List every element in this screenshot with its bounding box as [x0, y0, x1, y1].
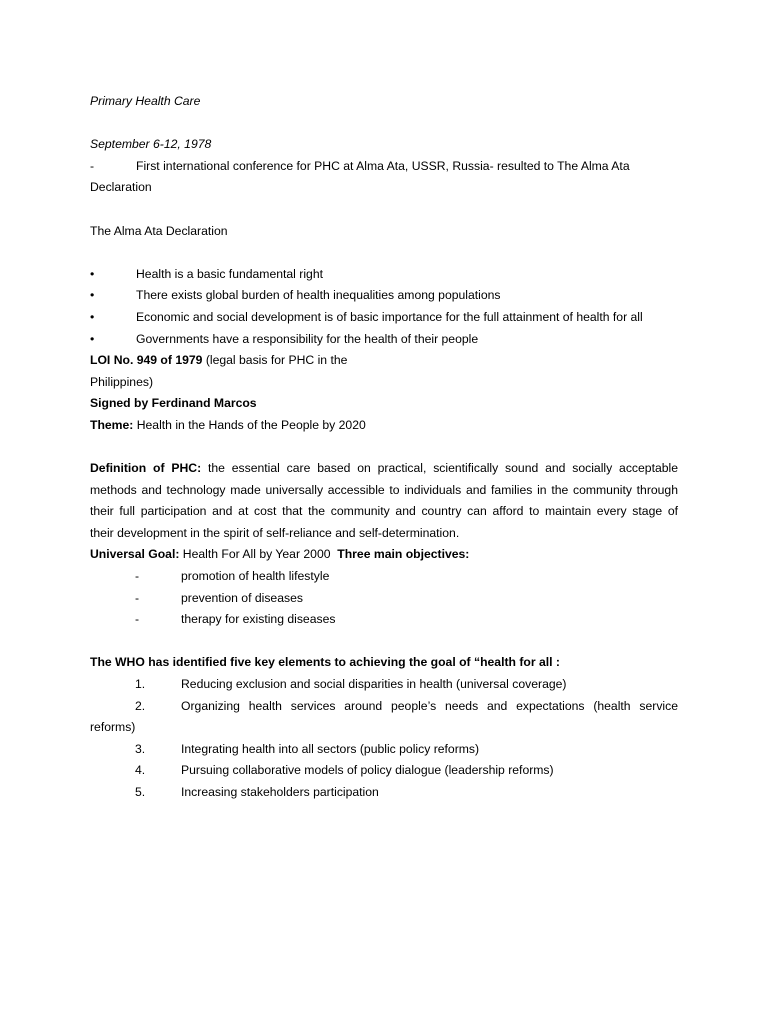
- dash-marker: -: [90, 158, 95, 173]
- item-number: 4.: [135, 763, 146, 778]
- item-number: 2.: [135, 698, 146, 713]
- list-item: [90, 307, 678, 329]
- universal-goal-label: Universal Goal:: [90, 547, 180, 562]
- list-item-text-continued: reforms): [90, 720, 136, 735]
- list-item-text: therapy for existing diseases: [181, 612, 336, 627]
- list-item-text: Economic and social development is of basic importance for the full attainment of health for all: [136, 309, 643, 324]
- spacer: [90, 437, 678, 459]
- conference-text-continued: Declaration: [90, 180, 152, 195]
- spacer: [90, 242, 678, 264]
- theme-text: Health in the Hands of the People by 2020: [133, 417, 366, 432]
- list-item-text: prevention of diseases: [181, 590, 303, 605]
- definition-label: Definition of PHC:: [90, 461, 202, 476]
- objectives-label: Three main objectives:: [330, 547, 470, 562]
- dash-marker: -: [135, 590, 140, 605]
- conference-text: First international conference for PHC at Alma Ata, USSR, Russia- resulted to The Alma Ata: [136, 158, 630, 173]
- document-body: [90, 91, 678, 804]
- item-number: 3.: [135, 741, 146, 756]
- conference-item: [90, 156, 678, 178]
- list-item: [90, 566, 678, 588]
- item-number: 5.: [135, 785, 146, 799]
- spacer: [90, 113, 678, 135]
- bullet-marker: •: [90, 288, 95, 303]
- bullet-marker: •: [90, 309, 95, 324]
- list-item: [90, 588, 678, 610]
- dash-marker: -: [135, 612, 140, 627]
- loi-description: (legal basis for PHC in the: [202, 353, 348, 368]
- list-item: [90, 696, 678, 718]
- list-item: [90, 782, 678, 804]
- list-item-text: Reducing exclusion and social disparities in health (universal coverage): [181, 677, 567, 692]
- who-heading: The WHO has identified five key elements to achieving the goal of “health for all :: [90, 655, 560, 670]
- conference-date: September 6-12, 1978: [90, 137, 212, 152]
- definition-line: methods and technology made universally accessible to individuals and families in the community through: [90, 482, 678, 497]
- definition-line: their development in the spirit of self-reliance and self-determination.: [90, 525, 460, 540]
- definition-line: their full participation and at cost that the community and country can afford to maintain every stage of: [90, 504, 678, 519]
- document-title: Primary Health Care: [90, 94, 201, 108]
- declaration-heading: The Alma Ata Declaration: [90, 223, 228, 238]
- bullet-marker: •: [90, 266, 95, 281]
- list-item-text: Integrating health into all sectors (public policy reforms): [181, 741, 480, 756]
- list-item-text: Organizing health services around people’s needs and expectations (health service: [181, 698, 678, 713]
- list-item-text: promotion of health lifestyle: [181, 569, 330, 584]
- list-item-text: There exists global burden of health inequalities among populations: [136, 288, 501, 303]
- definition-line: [90, 458, 678, 480]
- universal-goal-text: Health For All by Year 2000: [179, 547, 331, 562]
- theme-line: [90, 415, 678, 437]
- signed-by: Signed by Ferdinand Marcos: [90, 396, 257, 411]
- spacer: [90, 199, 678, 221]
- list-item-text: Health is a basic fundamental right: [136, 266, 323, 281]
- definition-text: the essential care based on practical, scientifically sound and socially acceptable: [201, 461, 678, 476]
- list-item-text: Increasing stakeholders participation: [181, 785, 379, 799]
- list-item: [90, 739, 678, 761]
- list-item: [90, 329, 678, 351]
- bullet-marker: •: [90, 331, 95, 346]
- spacer: [90, 631, 678, 653]
- theme-label: Theme:: [90, 417, 134, 432]
- loi-number: LOI No. 949 of 1979: [90, 353, 203, 368]
- list-item: [90, 760, 678, 782]
- universal-goal-line: [90, 544, 678, 566]
- item-number: 1.: [135, 677, 146, 692]
- dash-marker: -: [135, 569, 140, 584]
- list-item-text: Pursuing collaborative models of policy dialogue (leadership reforms): [181, 763, 554, 778]
- list-item: [90, 285, 678, 307]
- list-item: [90, 674, 678, 696]
- loi-line-continued: Philippines): [90, 374, 154, 389]
- list-item: [90, 264, 678, 286]
- list-item-text: Governments have a responsibility for the health of their people: [136, 331, 479, 346]
- loi-line: [90, 350, 678, 372]
- list-item: [90, 609, 678, 631]
